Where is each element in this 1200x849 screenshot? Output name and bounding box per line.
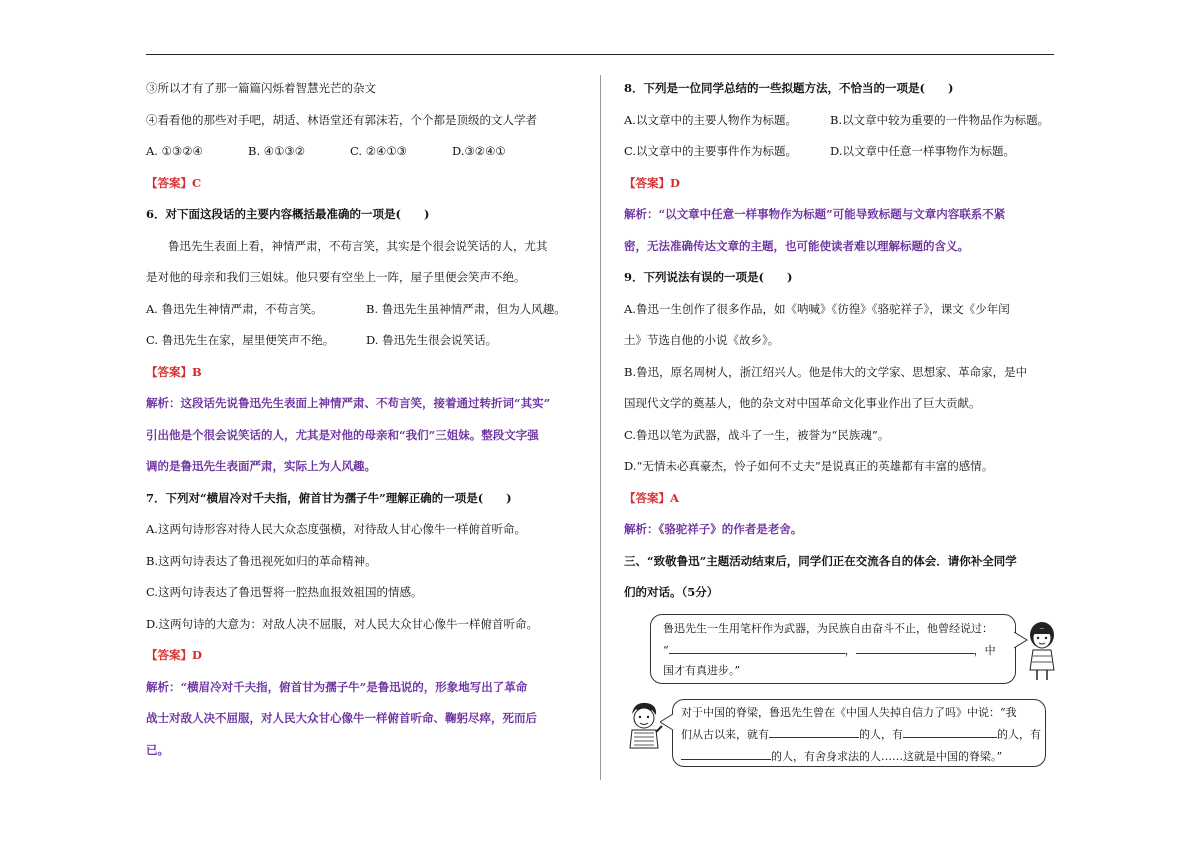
q5-options [146,141,586,173]
q5-option-a: A. ①③②④ [146,144,203,158]
q9-option-b-line-2: 国现代文学的奠基人，他的杂文对中国革命文化事业作出了巨大贡献。 [624,396,981,410]
bubble-2-prefix: 们从古以来，就有 [681,728,769,741]
answer-blank[interactable] [856,639,974,654]
girl-illustration [1024,620,1060,682]
answer-blank[interactable] [769,723,859,738]
q6-title: 6．对下面这段话的主要内容概括最准确的一项是( ) [146,207,430,221]
bubble-2-line-3-tail: 的人，有舍身求法的人……这就是中国的脊梁。” [771,750,1003,763]
boy-illustration [624,700,664,750]
q6-option-a: A. 鲁迅先生神情严肃，不苟言笑。 [146,301,323,316]
q6-option-d: D. 鲁迅先生很会说笑话。 [366,333,498,347]
q8-option-a: A.以文章中的主要人物作为标题。 [624,112,797,127]
left-column [146,78,586,771]
bubble-2-mid-2: 的人，有 [997,728,1041,741]
q5-option-d: D.③②④① [452,144,506,158]
q7-analysis-line-2: 战士对敌人决不屈服，对人民大众甘心像牛一样俯首听命、鞠躬尽瘁，死而后 [146,711,537,725]
q9-option-a-line-2: 土》节选自他的小说《故乡》。 [624,333,780,347]
q9-option-a-line-1: A.鲁迅一生创作了很多作品，如《呐喊》《彷徨》《骆驼祥子》，课文《少年闰 [624,301,1010,316]
q6-analysis-line-1: 解析：这段话先说鲁迅先生表面上神情严肃、不苟言笑，接着通过转折词“其实” [146,396,551,410]
q6-option-c: C. 鲁迅先生在家，屋里便笑声不绝。 [146,333,335,347]
q5-answer: 【答案】C [146,175,202,190]
q7-analysis-line-1: 解析：“横眉冷对千夫指，俯首甘为孺子牛”是鲁迅说的，形象地写出了革命 [146,679,528,694]
q7-answer: 【答案】D [146,648,202,662]
q6-passage-line-1: 鲁迅先生表面上看，神情严肃，不苟言笑，其实是个很会说笑话的人，尤其 [168,238,548,253]
bubble-2-mid-1: 的人，有 [859,728,903,741]
q7-option-d: D.这两句诗的大意为：对敌人决不屈服，对人民大众甘心像牛一样俯首听命。 [146,616,538,631]
q9-answer: 【答案】A [624,490,679,505]
q8-options-row-2 [624,141,1060,173]
q8-title: 8．下列是一位同学总结的一些拟题方法，不恰当的一项是( ) [624,81,954,95]
q9-option-c: C.鲁迅以笔为武器，战斗了一生，被誉为“民族魂”。 [624,427,890,442]
q6-analysis-line-2: 引出他是个很会说笑话的人，尤其是对他的母亲和“我们”三姐妹。整段文字强 [146,427,539,442]
q7-option-a: A.这两句诗形容对待人民大众态度强横，对待敌人甘心像牛一样俯首听命。 [146,522,526,536]
q6-options-row-1 [146,299,586,331]
q8-option-b: B.以文章中较为重要的一件物品作为标题。 [830,112,1050,127]
answer-blank[interactable] [669,639,845,654]
q7-option-c: C.这两句诗表达了鲁迅誓将一腔热血报效祖国的情感。 [146,585,423,599]
bubble-1-open-quote: “ [663,644,669,657]
bubble-2-line-3 [681,745,1045,767]
bubble-1-comma: ， [844,644,856,657]
bubble-1-line-2 [663,639,1015,661]
section-3-title-line-1: 三、“致敬鲁迅”主题活动结束后，同学们正在交流各自的体会．请你补全同学 [624,553,1017,568]
q8-options-row-1 [624,110,1060,142]
q8-answer: 【答案】D [624,175,680,190]
sentence-4: ④看看他的那些对手吧，胡适、林语堂还有郭沫若，个个都是顶级的文人学者 [146,112,537,127]
answer-blank[interactable] [681,745,771,760]
sentence-3: ③所以才有了那一篇篇闪烁着智慧光芒的杂文 [146,81,376,95]
q6-passage-line-2: 是对他的母亲和我们三姐妹。他只要有空坐上一阵，屋子里便会笑声不绝。 [146,270,526,284]
speech-bubble-1 [650,614,1016,684]
q9-option-b-line-1: B.鲁迅，原名周树人，浙江绍兴人。他是伟大的文学家、思想家、革命家，是中 [624,364,1028,379]
q6-answer: 【答案】B [146,364,202,379]
bubble-1-tail: ，中 [973,644,996,657]
bubble-1-line-3: 国才有真进步。” [663,664,741,677]
bubble-2-line-1: 对于中国的脊梁，鲁迅先生曾在《中国人失掉自信力了吗》中说：“我 [681,706,1017,719]
q9-option-d: D.“无情未必真豪杰，怜子如何不丈夫”是说真正的英雄都有丰富的感情。 [624,459,994,473]
q8-analysis-line-2: 密，无法准确传达文章的主题，也可能使读者难以理解标题的含义。 [624,238,969,253]
q6-options-row-2 [146,330,586,362]
bubble-1-line-1: 鲁迅先生一生用笔杆作为武器，为民族自由奋斗不止，他曾经说过： [663,622,993,635]
q6-analysis-line-3: 调的是鲁迅先生表面严肃，实际上为人风趣。 [146,459,376,473]
speech-bubble-2 [672,699,1046,767]
section-3-title-line-2: 们的对话。（5分） [624,585,719,599]
answer-blank[interactable] [903,723,997,738]
header-rule [146,54,1054,55]
q7-title: 7．下列对“横眉冷对千夫指，俯首甘为孺子牛”理解正确的一项是( ) [146,490,512,505]
q9-title: 9．下列说法有误的一项是( ) [624,270,793,284]
bubble-2-line-2 [681,723,1045,745]
q8-option-c: C.以文章中的主要事件作为标题。 [624,144,798,158]
column-divider [600,75,601,780]
q7-option-b: B.这两句诗表达了鲁迅视死如归的革命精神。 [146,553,377,568]
right-column [624,78,1060,614]
q7-analysis-line-3: 已。 [146,742,169,757]
q8-option-d: D.以文章中任意一样事物作为标题。 [830,144,1015,158]
q5-option-b: B. ④①③② [248,144,306,158]
q6-option-b: B. 鲁迅先生虽神情严肃，但为人风趣。 [366,301,566,316]
q5-option-c: C. ②④①③ [350,144,407,158]
q9-analysis: 解析：《骆驼祥子》的作者是老舍。 [624,522,803,536]
q8-analysis-line-1: 解析：“以文章中任意一样事物作为标题”可能导致标题与文章内容联系不紧 [624,207,1006,221]
